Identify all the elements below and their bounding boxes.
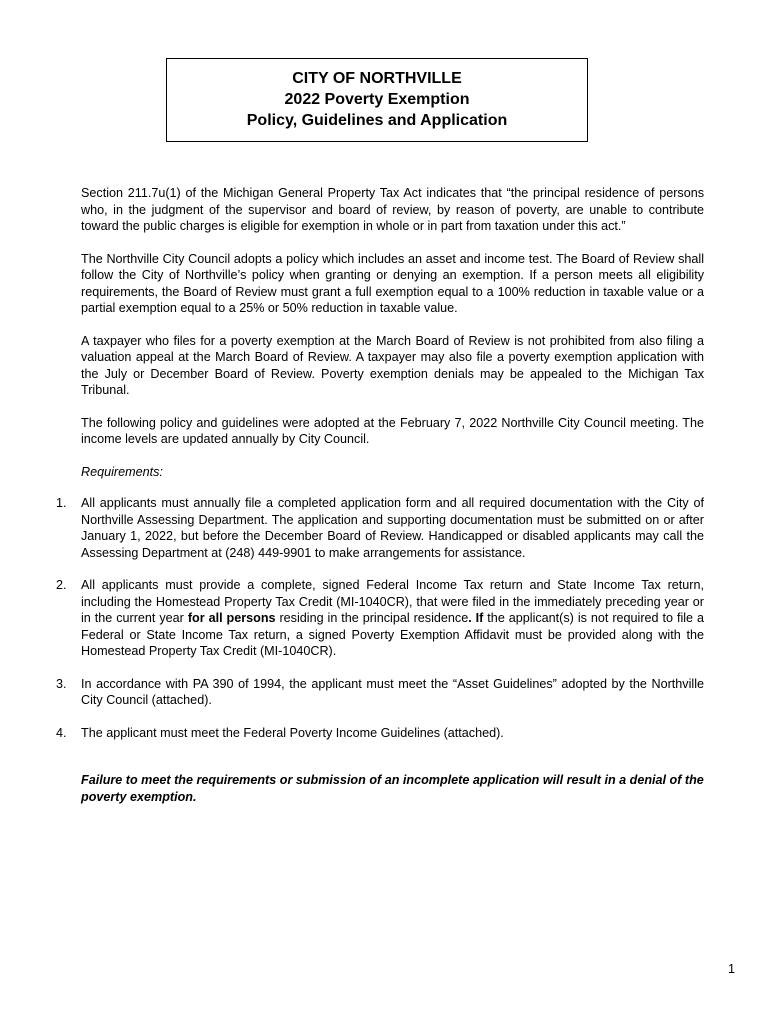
requirement-number: 2.: [56, 578, 67, 592]
document-title-subtitle: Policy, Guidelines and Application: [246, 112, 508, 129]
requirements-heading: Requirements:: [81, 464, 163, 479]
requirement-item: [56, 495, 704, 561]
paragraph-policy: The Northville City Council adopts a policy which includes an asset and income test. The Board of Review shall follow the City of Northville’s policy when granting or denying an exemption. If a person meets all eligibility requirements, the Board of Review must grant a full exemption equal to a 100% reduction in taxable value or a partial exemption equal to a 25% or 50% reduction in taxable value.: [81, 251, 704, 315]
requirement-text-part: All applicants must provide a complete, signed Federal Income Tax return and State Income Tax return, including the Homestead Property Tax Credit (MI-1040CR), that were filed in the immediately preceding year or in the current year: [81, 578, 704, 625]
requirement-text-part: residing in the principal residence: [275, 611, 469, 625]
document-body: [56, 185, 704, 805]
requirement-text: The applicant must meet the Federal Poverty Income Guidelines (attached).: [81, 725, 504, 740]
warning-notice: Failure to meet the requirements or submission of an incomplete application will result in a denial of the poverty exemption.: [81, 773, 704, 804]
requirement-text: In accordance with PA 390 of 1994, the applicant must meet the “Asset Guidelines” adopted by the Northville City Council (attached).: [81, 676, 704, 707]
paragraph-statute: Section 211.7u(1) of the Michigan General Property Tax Act indicates that “the principal residence of persons who, in the judgment of the supervisor and board of review, by reason of poverty, are unable to contribute toward the public charges is eligible for exemption in whole or in part from taxation under this act.”: [81, 186, 704, 233]
title-box: [166, 58, 588, 142]
requirement-emphasis: for all persons: [187, 611, 276, 625]
requirement-item: [56, 676, 704, 709]
requirement-item: [56, 577, 704, 660]
requirement-text-part: the applicant(s) is not required to file a Federal or State Income Tax return, a signed Poverty Exemption Affidavit must be provided along with the Homestead Property Tax Credit (MI-1040CR).: [81, 611, 704, 658]
requirement-number: 3.: [56, 676, 67, 691]
requirement-number: 1.: [56, 496, 67, 510]
requirement-emphasis: If: [471, 611, 484, 625]
paragraph-appeals: A taxpayer who files for a poverty exemption at the March Board of Review is not prohibited from also filing a valuation appeal at the March Board of Review. A taxpayer may also file a poverty exemption application with the July or December Board of Review. Poverty exemption denials may be appealed to the Michigan Tax Tribunal.: [81, 333, 704, 397]
page-number: 1: [728, 962, 736, 976]
requirement-text: All applicants must annually file a completed application form and all required documentation with the City of Northville Assessing Department. The application and supporting documentation must be submitted on or after January 1, 2022, but before the December Board of Review. Handicapped or disabled applicants may call the Assessing Department at (248) 449-9901 to make arrangements for assistance.: [81, 496, 704, 560]
document-title-program: 2022 Poverty Exemption: [284, 91, 470, 108]
requirement-text: [81, 578, 704, 658]
paragraph-adoption: The following policy and guidelines were adopted at the February 7, 2022 Northville City Council meeting. The income levels are updated annually by City Council.: [81, 415, 704, 446]
requirement-emphasis: .: [468, 611, 472, 625]
document-title-city: CITY OF NORTHVILLE: [292, 70, 462, 87]
requirement-number: 4.: [56, 725, 67, 740]
requirements-list: [56, 495, 704, 741]
requirement-item: [56, 725, 704, 742]
